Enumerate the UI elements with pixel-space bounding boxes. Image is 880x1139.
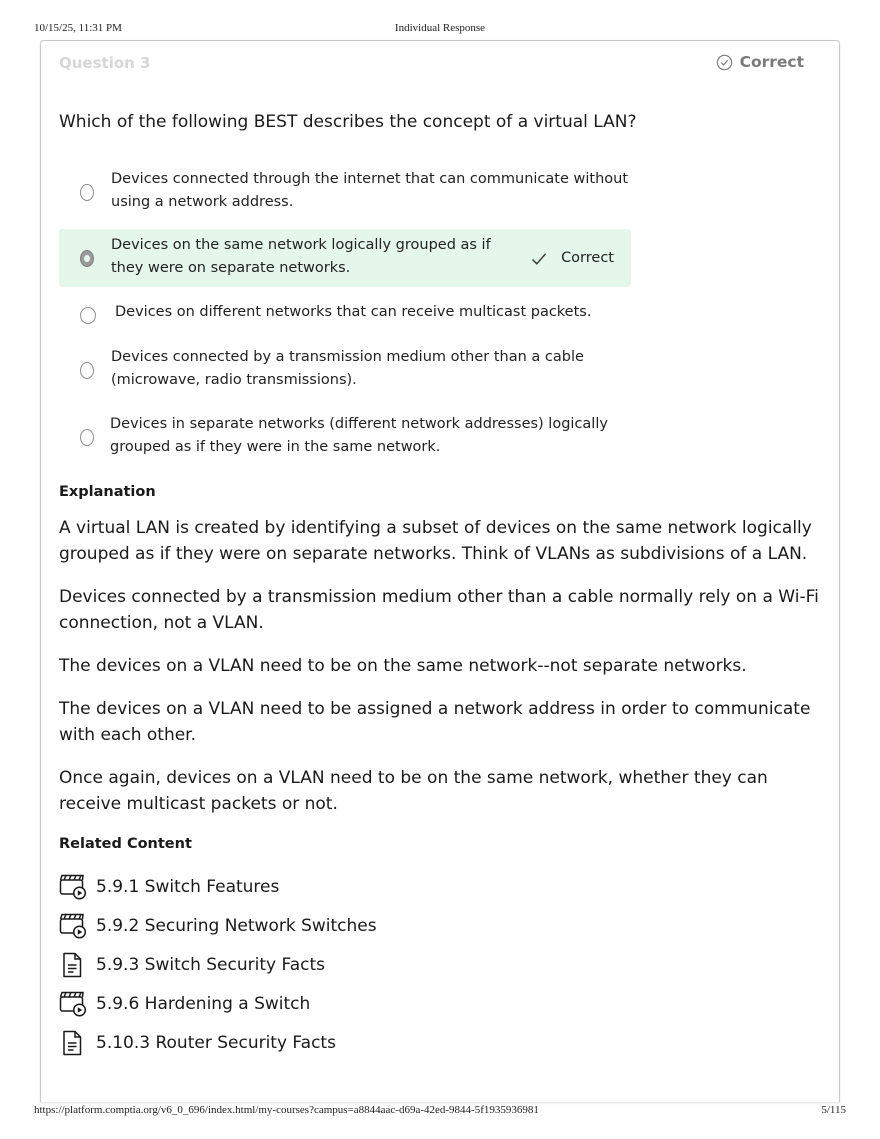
answer-option-text: Devices on different networks that can receive multicast packets. <box>115 304 592 320</box>
explanation-paragraph: Devices connected by a transmission medium other than a cable normally rely on a Wi-Fi connection, not a VLAN. <box>59 587 819 633</box>
video-icon <box>59 913 87 939</box>
related-item-label[interactable]: 5.9.2 Securing Network Switches <box>96 915 377 936</box>
answer-option[interactable] <box>59 165 631 217</box>
explanation-paragraph: Once again, devices on a VLAN need to be on the same network, whether they can receive multicast packets or not. <box>59 768 768 814</box>
explanation-paragraph: The devices on a VLAN need to be on the same network--not separate networks. <box>59 656 747 676</box>
related-item-label[interactable]: 5.9.3 Switch Security Facts <box>96 954 325 975</box>
related-item[interactable] <box>59 906 559 945</box>
radio-button-selected[interactable] <box>80 250 94 267</box>
print-doc-title: Individual Response <box>394 22 486 34</box>
question-text: Which of the following BEST describes the concept of a virtual LAN? <box>59 112 637 132</box>
radio-button[interactable] <box>80 184 94 201</box>
related-item[interactable] <box>59 1023 559 1062</box>
answer-option[interactable] <box>59 343 631 395</box>
related-item-label[interactable]: 5.9.6 Hardening a Switch <box>96 993 311 1014</box>
document-icon <box>59 1030 87 1056</box>
print-datetime: 10/15/25, 11:31 PM <box>34 22 122 34</box>
answer-correct-label: Correct <box>561 250 614 266</box>
print-url: https://platform.comptia.org/v6_0_696/index.html/my-courses?campus=a8844aac-d69a-42ed-9844-5f1935936981 <box>34 1104 539 1116</box>
related-item-label[interactable]: 5.10.3 Router Security Facts <box>96 1032 336 1053</box>
answer-option-selected[interactable] <box>59 229 631 287</box>
question-status <box>716 53 804 71</box>
question-number: Question 3 <box>59 54 151 72</box>
explanation-heading: Explanation <box>59 484 156 500</box>
checkmark-icon <box>531 252 547 266</box>
related-item[interactable] <box>59 984 559 1023</box>
explanation-body <box>59 515 824 834</box>
radio-button[interactable] <box>80 362 94 379</box>
answer-option[interactable] <box>59 300 631 330</box>
video-icon <box>59 874 87 900</box>
radio-button[interactable] <box>80 307 96 324</box>
document-icon <box>59 952 87 978</box>
answer-option-text: Devices in separate networks (different network addresses) logically grouped as if they were in the same network. <box>110 416 608 455</box>
radio-button[interactable] <box>80 429 94 446</box>
explanation-paragraph: A virtual LAN is created by identifying a subset of devices on the same network logically grouped as if they were on separate networks. Think of VLANs as subdivisions of a LAN. <box>59 518 812 564</box>
video-icon <box>59 991 87 1017</box>
related-item-label[interactable]: 5.9.1 Switch Features <box>96 876 280 897</box>
answer-option[interactable] <box>59 410 631 462</box>
related-item[interactable] <box>59 867 559 906</box>
explanation-paragraph: The devices on a VLAN need to be assigned a network address in order to communicate with each other. <box>59 699 811 745</box>
answer-correct-indicator <box>531 247 614 270</box>
answer-option-text: Devices connected by a transmission medium other than a cable (microwave, radio transmissions). <box>111 349 584 388</box>
print-page-number: 5/115 <box>821 1104 846 1116</box>
answer-option-text: Devices connected through the internet that can communicate without using a network address. <box>111 171 629 210</box>
related-content-list <box>59 867 559 1062</box>
answer-option-text: Devices on the same network logically grouped as if they were on separate networks. <box>111 237 491 276</box>
check-circle-icon <box>716 54 733 71</box>
question-status-label: Correct <box>739 53 804 71</box>
question-card <box>40 40 840 1102</box>
related-content-heading: Related Content <box>59 836 192 852</box>
related-item[interactable] <box>59 945 559 984</box>
